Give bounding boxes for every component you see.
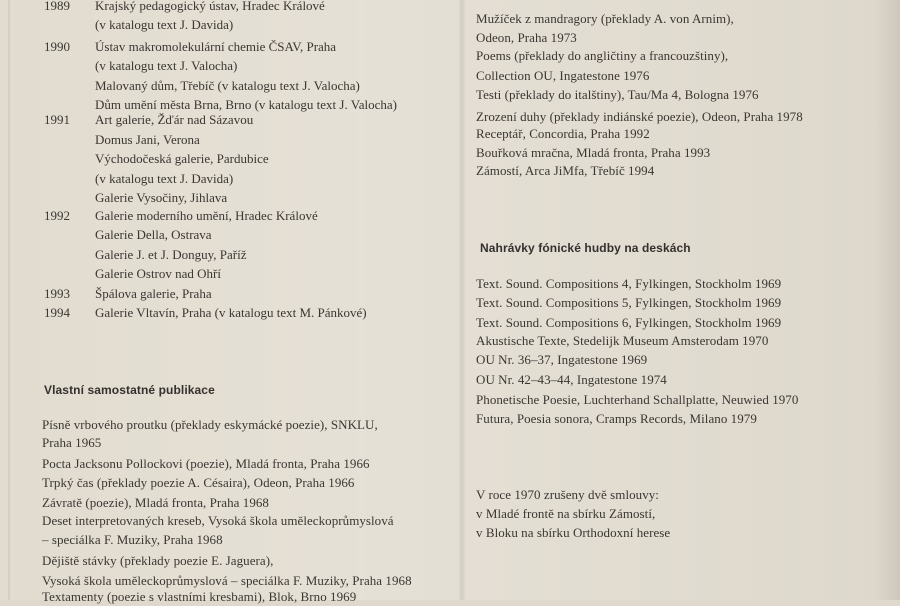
exhibition-year: 1990 bbox=[44, 39, 70, 54]
exhibition-text: (v katalogu text J. Davida) bbox=[95, 17, 234, 32]
recording-line: OU Nr. 42–43–44, Ingatestone 1974 bbox=[476, 372, 667, 387]
publication-line: Trpký čas (překlady poezie A. Césaira), Odeon, Praha 1966 bbox=[42, 475, 355, 490]
exhibition-text: Galerie J. et J. Donguy, Paříž bbox=[95, 247, 247, 262]
exhibition-text: Galerie Vysočiny, Jihlava bbox=[95, 190, 228, 205]
publication-line: Poems (překlady do angličtiny a francouzštiny), bbox=[476, 48, 729, 63]
publication-line: Závratě (poezie), Mladá fronta, Praha 1968 bbox=[42, 495, 269, 510]
publication-line: Písně vrbového proutku (překlady eskymácké poezie), SNKLU, bbox=[42, 417, 378, 432]
exhibition-text: Východočeská galerie, Pardubice bbox=[95, 151, 269, 166]
note-line: v Bloku na sbírku Orthodoxní herese bbox=[476, 525, 671, 540]
exhibition-text: Galerie Vltavín, Praha (v katalogu text M. Pánkové) bbox=[95, 305, 367, 320]
publication-line: Collection OU, Ingatestone 1976 bbox=[476, 68, 650, 83]
exhibition-text: Domus Jani, Verona bbox=[95, 132, 200, 147]
exhibition-text: Malovaný dům, Třebíč (v katalogu text J. Valocha) bbox=[95, 78, 360, 93]
note-line: V roce 1970 zrušeny dvě smlouvy: bbox=[476, 487, 659, 502]
publication-line: Vysoká škola uměleckoprůmyslová – speciálka F. Muziky, Praha 1968 bbox=[42, 573, 412, 588]
section-heading-publications: Vlastní samostatné publikace bbox=[44, 383, 215, 397]
exhibition-text: Art galerie, Žďár nad Sázavou bbox=[95, 112, 254, 127]
book-gutter bbox=[458, 0, 466, 600]
note-line: v Mladé frontě na sbírku Zámostí, bbox=[476, 506, 656, 521]
exhibition-year: 1994 bbox=[44, 305, 70, 320]
publication-line: Odeon, Praha 1973 bbox=[476, 30, 577, 45]
publication-line: Testi (překlady do italštiny), Tau/Ma 4, Bologna 1976 bbox=[476, 87, 759, 102]
exhibition-text: Galerie Della, Ostrava bbox=[95, 227, 212, 242]
left-column bbox=[0, 0, 450, 604]
publication-line: Pocta Jacksonu Pollockovi (poezie), Mladá fronta, Praha 1966 bbox=[42, 456, 370, 471]
recording-line: Text. Sound. Compositions 6, Fylkingen, Stockholm 1969 bbox=[476, 315, 782, 330]
recording-line: Text. Sound. Compositions 5, Fylkingen, Stockholm 1969 bbox=[476, 295, 782, 310]
recording-line: Phonetische Poesie, Luchterhand Schallplatte, Neuwied 1970 bbox=[476, 392, 799, 407]
exhibition-year: 1992 bbox=[44, 208, 70, 223]
exhibition-text: Špálova galerie, Praha bbox=[95, 286, 212, 301]
recording-line: Text. Sound. Compositions 4, Fylkingen, Stockholm 1969 bbox=[476, 276, 782, 291]
recording-line: Akustische Texte, Stedelijk Museum Amsterodam 1970 bbox=[476, 333, 769, 348]
exhibition-text: Galerie moderního umění, Hradec Králové bbox=[95, 208, 318, 223]
publication-line: – speciálka F. Muziky, Praha 1968 bbox=[42, 532, 223, 547]
recording-line: OU Nr. 36–37, Ingatestone 1969 bbox=[476, 352, 648, 367]
recording-line: Futura, Poesia sonora, Cramps Records, Milano 1979 bbox=[476, 411, 757, 426]
publication-line: Bouřková mračna, Mladá fronta, Praha 1993 bbox=[476, 145, 711, 160]
publication-line: Zrození duhy (překlady indiánské poezie), Odeon, Praha 1978 bbox=[476, 109, 803, 124]
exhibition-year: 1989 bbox=[44, 0, 70, 13]
publication-line: Dějiště stávky (překlady poezie E. Jaguera), bbox=[42, 553, 274, 568]
exhibition-year: 1991 bbox=[44, 112, 70, 127]
exhibition-year: 1993 bbox=[44, 286, 70, 301]
publication-line: Praha 1965 bbox=[42, 435, 102, 450]
exhibition-text: (v katalogu text J. Davida) bbox=[95, 171, 234, 186]
exhibition-text: Galerie Ostrov nad Ohří bbox=[95, 266, 221, 281]
publication-line: Deset interpretovaných kreseb, Vysoká škola uměleckoprůmyslová bbox=[42, 513, 394, 528]
right-column bbox=[470, 0, 890, 600]
publication-line: Textamenty (poezie s vlastními kresbami), Blok, Brno 1969 bbox=[42, 589, 357, 604]
section-heading-recordings: Nahrávky fónické hudby na deskách bbox=[480, 241, 691, 255]
publication-line: Receptář, Concordia, Praha 1992 bbox=[476, 126, 650, 141]
exhibition-text: Dům umění města Brna, Brno (v katalogu text J. Valocha) bbox=[95, 97, 397, 112]
publication-line: Zámostí, Arca JiMfa, Třebíč 1994 bbox=[476, 163, 655, 178]
exhibition-text: (v katalogu text J. Valocha) bbox=[95, 58, 238, 73]
exhibition-text: Krajský pedagogický ústav, Hradec Králové bbox=[95, 0, 325, 13]
publication-line: Mužíček z mandragory (překlady A. von Arnim), bbox=[476, 11, 734, 26]
exhibition-text: Ústav makromolekulární chemie ČSAV, Praha bbox=[95, 39, 337, 54]
